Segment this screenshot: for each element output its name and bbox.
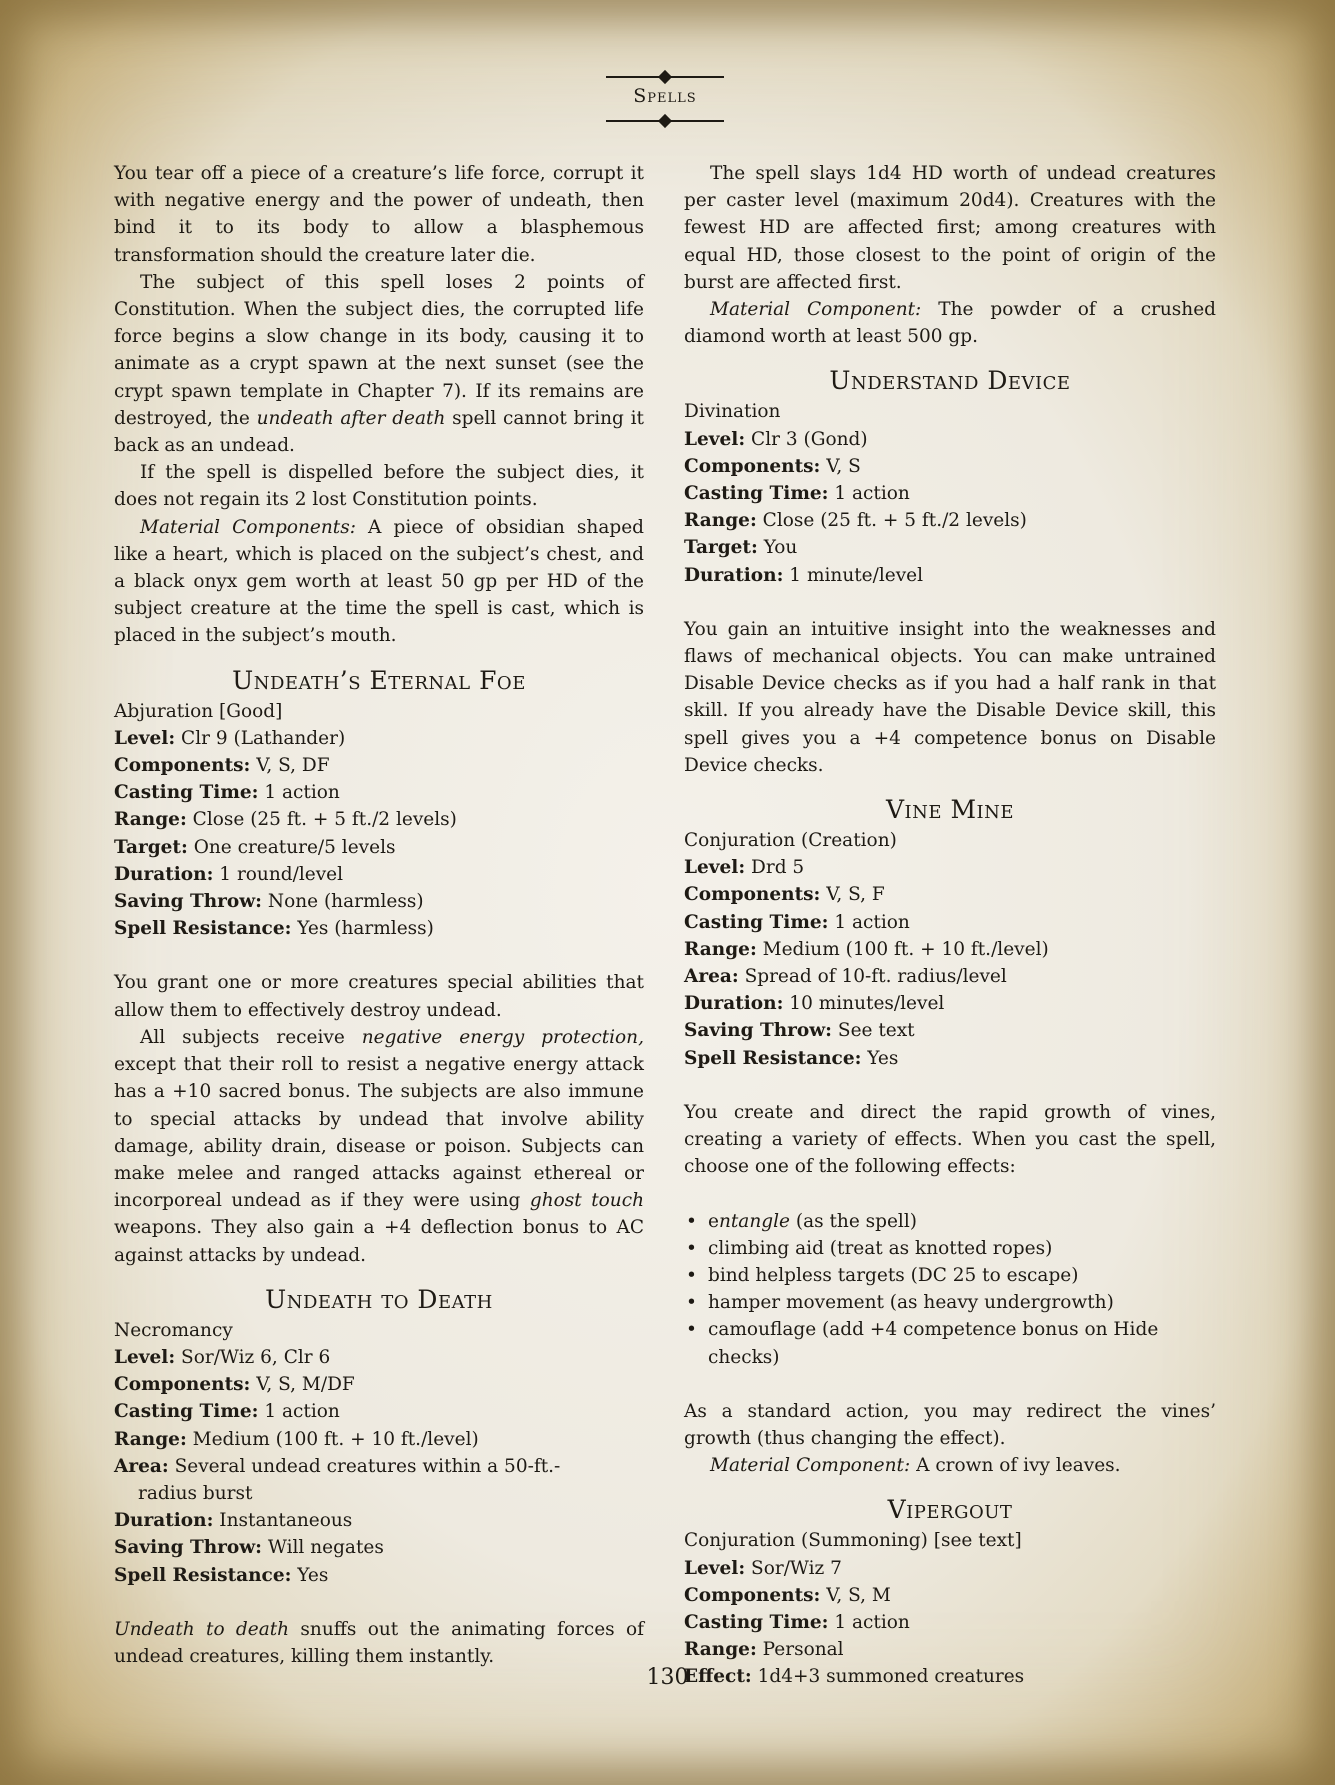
- list-item: • hamper movement (as heavy undergrowth): [684, 1289, 1216, 1316]
- spell-reference: undeath after death: [256, 407, 446, 429]
- paragraph: All subjects receive negative energy protection, except that their roll to resist a negative energy attack has a +10 sacred bonus. The subjects are also immune to special attacks by undead that involve ability damage, ability drain, disease or poison. Subjects can make melee and ranged attacks against ethereal or incorporeal undead as if they were using ghost touch weapons. They also gain a +4 deflection bonus to AC against attacks by undead.: [114, 1026, 645, 1266]
- spell-school: Abjuration [Good]: [114, 700, 283, 722]
- paragraph: If the spell is dispelled before the subject dies, it does not regain its 2 lost Constitution points.: [114, 462, 644, 511]
- list-item: • entangle (as the spell): [684, 1208, 1216, 1235]
- paragraph: [114, 514, 644, 650]
- stat-components: Components: V, S: [684, 455, 861, 477]
- paragraph: Material Component: The powder of a crushed diamond worth at least 500 gp.: [684, 299, 1217, 348]
- paragraph: The spell slays 1d4 HD worth of undead creatures per caster level (maximum 20d4). Creatures with the fewest HD are affected first; among creatures with equal HD, those closest to the point of origin of the burst are affected first.: [684, 163, 1216, 293]
- stat-components: Components: V, S, DF: [114, 755, 330, 777]
- spell-title: Undeath’s Eternal Foe: [232, 665, 526, 695]
- paragraph: You create and direct the rapid growth of vines, creating a variety of effects. When you cast the spell, choose one of the following effects:: [684, 1101, 1216, 1178]
- header-diamond-bottom: [658, 114, 672, 128]
- stat-duration: Duration: Instantaneous: [114, 1510, 353, 1532]
- stat-components: Components: V, S, M: [684, 1584, 891, 1606]
- text: spell cannot bring it back as an undead.: [114, 407, 644, 457]
- stat-saving-throw: Saving Throw: Will negates: [114, 1537, 384, 1559]
- paragraph: [114, 269, 644, 459]
- stat-casting-time: Casting Time: 1 action: [684, 483, 910, 505]
- stat-target: Target: One creature/5 levels: [114, 836, 396, 858]
- stat-area: Area: Several undead creatures within a 50-ft.-radius burst: [114, 1455, 561, 1504]
- spell-stat-block: [684, 398, 1216, 588]
- effects-list: [684, 1208, 1216, 1371]
- stat-saving-throw: Saving Throw: None (harmless): [114, 891, 424, 913]
- stat-range: Range: Medium (100 ft. + 10 ft./level): [114, 1428, 479, 1450]
- spell-title: Understand Device: [829, 366, 1071, 396]
- paragraph: Undeath to death snuffs out the animating forces of undead creatures, killing them instantly.: [114, 1618, 644, 1667]
- component-label: Material Components:: [140, 516, 356, 538]
- stat-duration: Duration: 10 minutes/level: [684, 993, 945, 1015]
- right-column: [684, 160, 1216, 1691]
- header-diamond-top: [658, 70, 672, 84]
- stat-range: Range: Close (25 ft. + 5 ft./2 levels): [114, 809, 457, 831]
- spell-stat-block: [114, 1317, 644, 1589]
- spell-title: Vipergout: [887, 1495, 1013, 1525]
- stat-saving-throw: Saving Throw: See text: [684, 1020, 915, 1042]
- stat-level: Level: Sor/Wiz 6, Clr 6: [114, 1346, 331, 1368]
- list-item: • camouflage (add +4 competence bonus on Hide checks): [684, 1316, 1216, 1370]
- stat-range: Range: Medium (100 ft. + 10 ft./level): [684, 938, 1049, 960]
- paragraph: You gain an intuitive insight into the weaknesses and flaws of mechanical objects. You can make untrained Disable Device checks as if you had a half rank in that skill. If you already have the Disable Device skill, this spell gives you a +4 competence bonus on Disable Device checks.: [684, 618, 1216, 776]
- stat-level: Level: Sor/Wiz 7: [684, 1557, 842, 1579]
- stat-spell-resistance: Spell Resistance: Yes (harmless): [114, 918, 434, 940]
- spell-school: Necromancy: [114, 1319, 233, 1341]
- paragraph: Material Component: A crown of ivy leaves.: [710, 1455, 1121, 1477]
- running-header: [600, 68, 730, 128]
- text: A piece of obsidian shaped like a heart, which is placed on the subject’s chest, and a black onyx gem worth at least 50 gp per HD of the subject creature at the time the spell is cast, which is placed in the subject’s mouth.: [114, 516, 645, 647]
- paragraph: As a standard action, you may redirect the vines’ growth (thus changing the effect).: [684, 1400, 1216, 1449]
- stat-level: Level: Clr 9 (Lathander): [114, 727, 346, 749]
- list-item: • bind helpless targets (DC 25 to escape): [684, 1262, 1216, 1289]
- spell-stat-block: [684, 827, 1216, 1072]
- text: The subject of this spell loses 2 points of Constitution. When the subject dies, the corrupted life force begins a slow change in its body, causing it to animate as a crypt spawn at the next sunset (see the crypt spawn template in Chapter 7). If its remains are destroyed, the: [114, 271, 644, 429]
- stat-casting-time: Casting Time: 1 action: [684, 911, 910, 933]
- header-title: Spells: [633, 85, 697, 107]
- stat-effect: Effect: 1d4+3 summoned creatures: [684, 1666, 1025, 1688]
- stat-casting-time: Casting Time: 1 action: [114, 782, 340, 804]
- page-number: 130: [646, 1665, 689, 1690]
- stat-components: Components: V, S, F: [684, 884, 885, 906]
- stat-casting-time: Casting Time: 1 action: [114, 1401, 340, 1423]
- stat-components: Components: V, S, M/DF: [114, 1374, 355, 1396]
- stat-level: Level: Drd 5: [684, 857, 805, 879]
- spell-title: Undeath to Death: [265, 1284, 493, 1314]
- list-item: • climbing aid (treat as knotted ropes): [684, 1235, 1216, 1262]
- stat-casting-time: Casting Time: 1 action: [684, 1611, 910, 1633]
- stat-spell-resistance: Spell Resistance: Yes: [114, 1564, 329, 1586]
- spell-school: Conjuration (Summoning) [see text]: [684, 1530, 1022, 1552]
- paragraph: You grant one or more creatures special abilities that allow them to effectively destroy undead.: [114, 972, 644, 1021]
- stat-duration: Duration: 1 minute/level: [684, 564, 924, 586]
- stat-duration: Duration: 1 round/level: [114, 863, 344, 885]
- spell-stat-block: [114, 698, 644, 943]
- stat-range: Range: Personal: [684, 1639, 844, 1661]
- spell-school: Divination: [684, 401, 781, 423]
- stat-range: Range: Close (25 ft. + 5 ft./2 levels): [684, 510, 1027, 532]
- spell-school: Conjuration (Creation): [684, 830, 897, 852]
- spell-title: Vine Mine: [885, 795, 1015, 825]
- paragraph: You tear off a piece of a creature’s life force, corrupt it with negative energy and the power of undeath, then bind it to its body to allow a blasphemous transformation should the creature later die.: [114, 163, 644, 266]
- stat-area: Area: Spread of 10-ft. radius/level: [684, 966, 1007, 988]
- stat-target: Target: You: [684, 537, 798, 559]
- stat-level: Level: Clr 3 (Gond): [684, 428, 868, 450]
- stat-spell-resistance: Spell Resistance: Yes: [684, 1047, 899, 1069]
- left-column: [114, 160, 644, 1670]
